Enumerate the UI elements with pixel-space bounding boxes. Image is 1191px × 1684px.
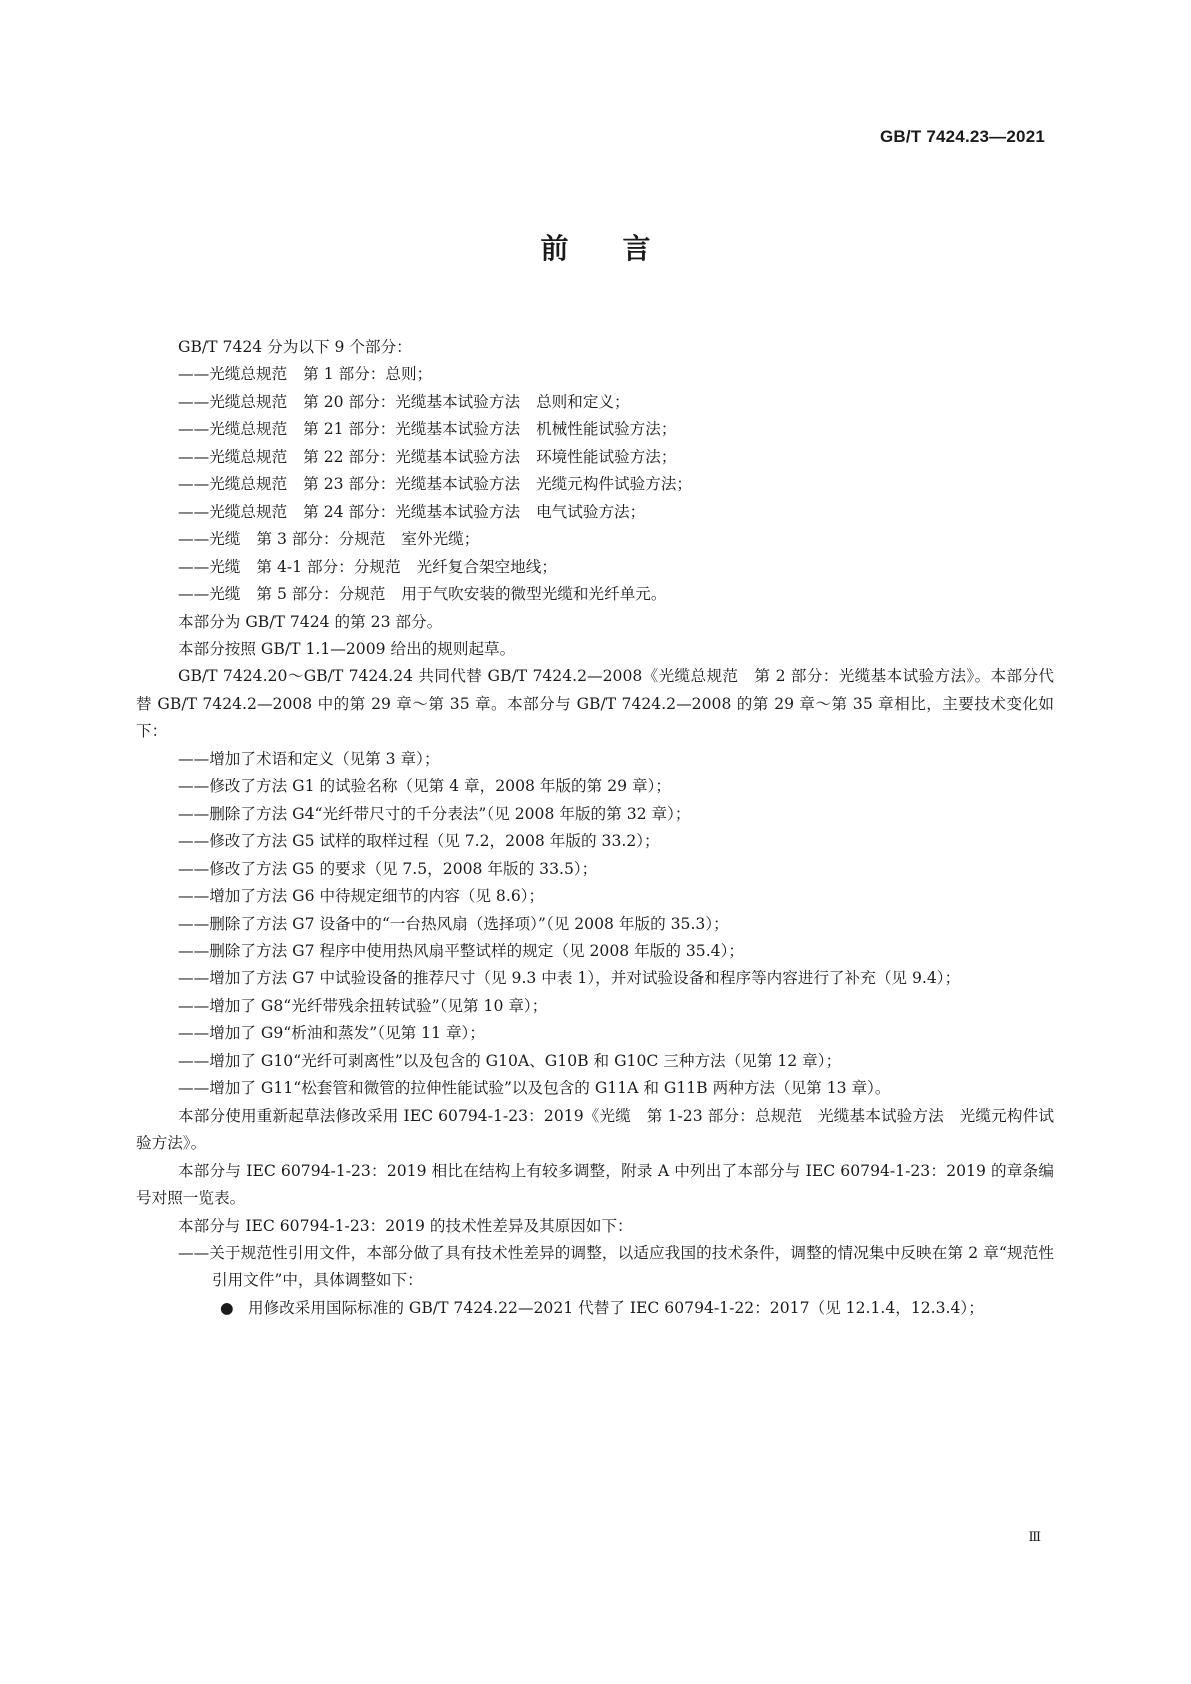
bullet-item xyxy=(136,1295,1054,1322)
parts-list-segment: 光纤复合架空地线； xyxy=(416,557,557,576)
parts-list-segment: 第 5 部分：分规范 xyxy=(256,585,386,604)
parts-list-segment: ——光缆 xyxy=(178,585,241,604)
change-item: ——增加了方法 G7 中试验设备的推荐尺寸（见 9.3 中表 1），并对试验设备和程序等内容进行了补充（见 9.4）； xyxy=(178,969,961,988)
change-item: ——修改了方法 G1 的试验名称（见第 4 章，2008 年版的第 29 章）； xyxy=(178,777,671,796)
page-title xyxy=(0,232,1191,266)
parts-list-segment: 第 20 部分：光缆基本试验方法 xyxy=(303,392,521,411)
change-item: ——删除了方法 G4“光纤带尺寸的千分表法”（见 2008 年版的第 32 章）； xyxy=(178,804,691,823)
parts-list-segment: 第 3 部分：分规范 xyxy=(256,530,386,549)
parts-list-segment: ——光缆总规范 xyxy=(178,447,288,466)
parts-list-segment: 第 24 部分：光缆基本试验方法 xyxy=(303,502,521,521)
parts-list-segment: ——光缆总规范 xyxy=(178,420,288,439)
parts-list-segment: 用于气吹安装的微型光缆和光纤单元。 xyxy=(401,585,667,604)
parts-list-segment: 第 23 部分：光缆基本试验方法 xyxy=(303,475,521,494)
changes-list xyxy=(136,746,1054,1103)
paragraph-drafting-rules: 本部分按照 GB/T 1.1—2009 给出的规则起草。 xyxy=(178,639,516,658)
foreword-body xyxy=(136,334,1054,1322)
parts-list-segment: ——光缆总规范 xyxy=(178,475,288,494)
parts-list-segment: 室外光缆； xyxy=(401,530,480,549)
paragraph-parts-intro: GB/T 7424 分为以下 9 个部分： xyxy=(178,338,412,356)
parts-list-segment: ——光缆 xyxy=(178,530,241,549)
parts-list-item xyxy=(136,581,1054,608)
parts-list-segment: 第 1 部分：总则； xyxy=(303,365,433,384)
paragraph-part-statement: 本部分为 GB/T 7424 的第 23 部分。 xyxy=(178,612,443,631)
parts-list xyxy=(136,361,1054,608)
parts-list-segment: ——光缆总规范 xyxy=(178,502,288,521)
paragraph-adoption: 本部分使用重新起草法修改采用 IEC 60794-1-23：2019《光缆 第 1-23 部分：总规范 光缆基本试验方法 光缆元构件试验方法》。 xyxy=(136,1106,1054,1153)
change-item: ——删除了方法 G7 设备中的“一台热风扇（选择项）”（见 2008 年版的 35.3）； xyxy=(178,914,729,933)
parts-list-segment: 第 21 部分：光缆基本试验方法 xyxy=(303,420,521,439)
change-item: ——增加了术语和定义（见第 3 章）； xyxy=(178,749,440,768)
change-item: ——增加了 G10“光纤可剥离性”以及包含的 G10A、G10B 和 G10C 三种方法（见第 12 章）； xyxy=(178,1051,842,1070)
parts-list-segment: 第 22 部分：光缆基本试验方法 xyxy=(303,447,521,466)
parts-list-item xyxy=(136,416,1054,443)
change-item: ——增加了 G8“光纤带残余扭转试验”（见第 10 章）； xyxy=(178,996,548,1015)
parts-list-segment: 环境性能试验方法； xyxy=(536,447,677,466)
parts-list-item xyxy=(136,471,1054,498)
title-char-2: 言 xyxy=(622,232,651,265)
parts-list-item xyxy=(136,389,1054,416)
paragraph-structure: 本部分与 IEC 60794-1-23：2019 相比在结构上有较多调整，附录 A 中列出了本部分与 IEC 60794-1-23：2019 的章条编号对照一览表。 xyxy=(136,1161,1054,1208)
page-number: Ⅲ xyxy=(1028,1530,1041,1545)
parts-list-item xyxy=(136,444,1054,471)
parts-list-item xyxy=(136,361,1054,388)
parts-list-item xyxy=(136,526,1054,553)
parts-list-segment: 电气试验方法； xyxy=(536,502,646,521)
change-item: ——修改了方法 G5 的要求（见 7.5，2008 年版的 33.5）； xyxy=(178,859,598,878)
change-item: ——修改了方法 G5 试样的取样过程（见 7.2，2008 年版的 33.2）； xyxy=(178,832,660,851)
parts-list-segment: ——光缆总规范 xyxy=(178,392,288,411)
bullet-text: 用修改采用国际标准的 GB/T 7424.22—2021 代替了 IEC 60794-1-22：2017（见 12.1.4，12.3.4）； xyxy=(248,1298,984,1317)
parts-list-item xyxy=(136,499,1054,526)
parts-list-item xyxy=(136,554,1054,581)
parts-list-segment: 总则和定义； xyxy=(536,392,630,411)
difference-item: ——关于规范性引用文件，本部分做了具有技术性差异的调整，以适应我国的技术条件，调整的情况集中反映在第 2 章“规范性引用文件”中，具体调整如下： xyxy=(178,1243,1054,1290)
change-item: ——增加了方法 G6 中待规定细节的内容（见 8.6）； xyxy=(178,887,545,906)
paragraph-differences-intro: 本部分与 IEC 60794-1-23：2019 的技术性差异及其原因如下： xyxy=(178,1216,633,1235)
parts-list-segment: 光缆元构件试验方法； xyxy=(536,475,693,494)
parts-list-segment: ——光缆总规范 xyxy=(178,365,288,384)
bullet-icon: ● xyxy=(220,1298,234,1317)
standard-number: GB/T 7424.23—2021 xyxy=(880,127,1045,146)
change-item: ——增加了 G9“析油和蒸发”（见第 11 章）； xyxy=(178,1024,485,1043)
change-item: ——删除了方法 G7 程序中使用热风扇平整试样的规定（见 2008 年版的 35.4）； xyxy=(178,941,744,960)
parts-list-segment: 机械性能试验方法； xyxy=(536,420,677,439)
paragraph-replacement: GB/T 7424.20～GB/T 7424.24 共同代替 GB/T 7424.2—2008《光缆总规范 第 2 部分：光缆基本试验方法》。本部分代替 GB/T 7424.2—2008 中的第 29 章～第 35 章。本部分与 GB/T 7424.2—2008 的第 29 章～第 35 章相比，主要技术变化如下： xyxy=(136,667,1054,741)
parts-list-segment: ——光缆 xyxy=(178,557,241,576)
change-item: ——增加了 G11“松套管和微管的拉伸性能试验”以及包含的 G11A 和 G11B 两种方法（见第 13 章）。 xyxy=(178,1079,891,1098)
parts-list-segment: 第 4-1 部分：分规范 xyxy=(256,557,401,576)
title-char-1: 前 xyxy=(540,232,569,265)
